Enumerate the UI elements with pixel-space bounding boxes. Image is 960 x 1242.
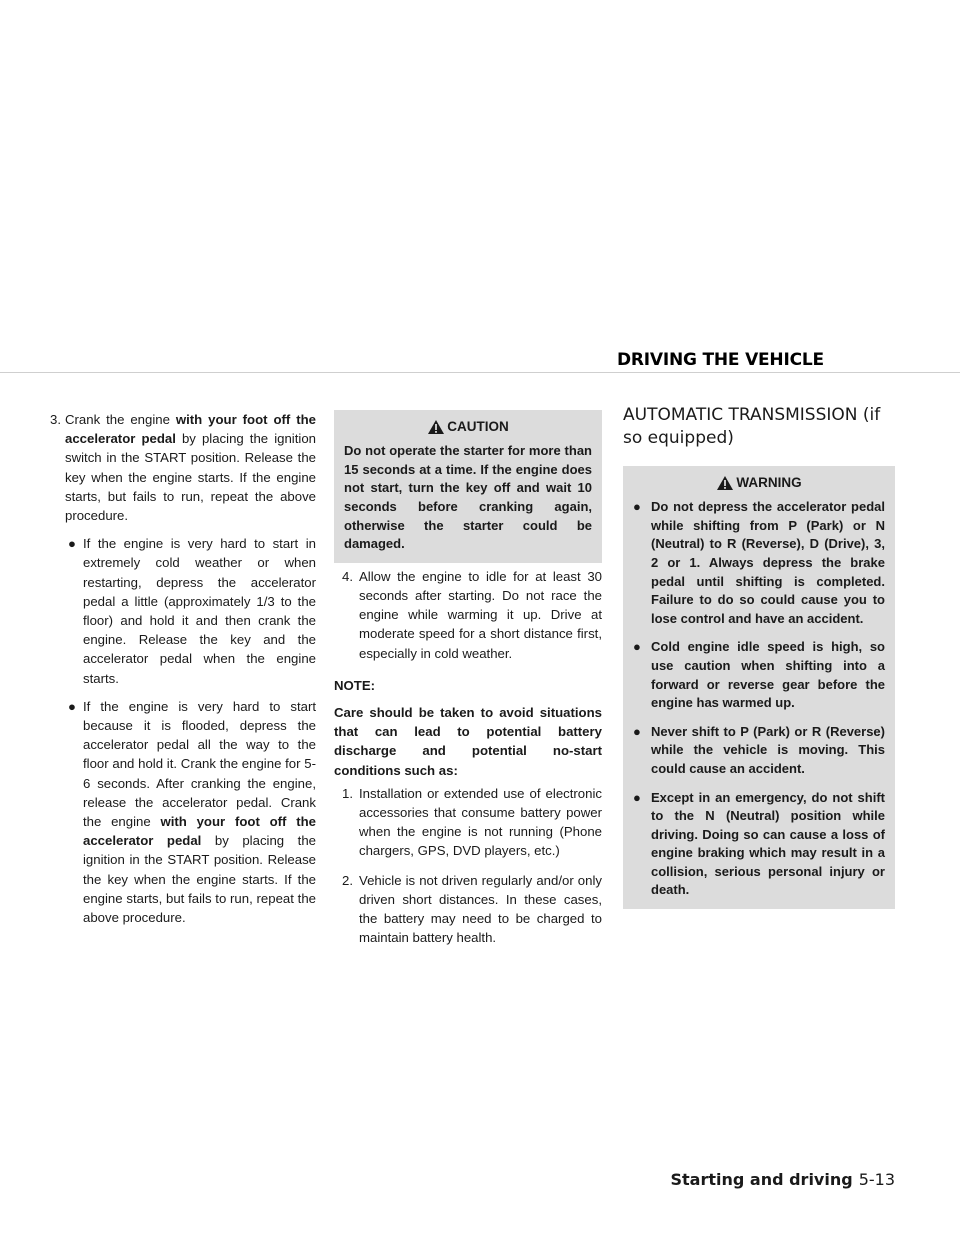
warning-text: Never shift to P (Park) or R (Reverse) while the vehicle is moving. This could cause an accident. [651,723,885,776]
column-left [50,410,316,927]
step-4 [342,567,602,663]
footer-section-name: Starting and driving [670,1170,853,1189]
list-number: 1. [342,785,353,801]
section-heading: AUTOMATIC TRANSMISSION (if so equipped) [623,405,881,448]
page-footer [670,1170,895,1189]
bullet-icon: ● [68,698,76,714]
warning-box [623,466,895,909]
step-text: Allow the engine to idle for at least 30 seconds after starting. Do not race the engine while warming it up. Drive at moderate speed for a short distance first, especially in cold weather. [359,568,602,661]
bullet-icon: ● [633,789,641,805]
list-text: Installation or extended use of electronic accessories that consume battery power when the engine is not running (Phone chargers, GPS, DVD players, etc.) [359,785,602,859]
bullet-icon: ● [633,639,641,655]
bullet-text: If the engine is very hard to start because it is flooded, depress the accelerator pedal all the way to the floor and hold it. Crank the engine for 5-6 seconds. After cranking the engine, release the accelerator pedal. Crank the engine [83,698,316,830]
bullet-icon: ● [633,499,641,515]
section-header: DRIVING THE VEHICLE [617,350,824,370]
bullet-icon: ● [68,536,76,552]
bullet-text: by placing the ignition in the START position. Release the key when the engine starts. If the engine starts, but fails to run, repeat the above procedure. [83,833,316,926]
note-item-1 [342,784,602,861]
column-right [623,404,895,909]
bullet-icon: ● [633,723,641,739]
step-number: 3. [50,412,61,427]
warning-header [633,473,885,492]
warning-item [633,498,885,628]
list-text: Vehicle is not driven regularly and/or only driven short distances. In these cases, the battery may need to be charged to maintain battery health. [359,872,602,946]
step-text: by placing the ignition switch in the START position. Release the key when the engine starts. If the engine starts, but fails to run, repeat the above procedure. [65,431,316,524]
caution-box [334,410,602,563]
warning-triangle-icon [427,419,445,435]
bullet-text: If the engine is very hard to start in extremely cold weather or when restarting, depress the accelerator pedal a little (approximately 1/3 to the floor) and hold it and then crank the engine. Release the key and the accelerator pedal when the engine starts. [83,536,316,686]
warning-item [633,789,885,901]
warning-text: Except in an emergency, do not shift to the N (Neutral) position while driving. Doing so can cause a loss of engine braking which may result in a collision, serious personal injury or death. [651,789,885,898]
top-rule [0,372,960,373]
step-emphasis: with your foot off the accelerator pedal [65,412,316,447]
page-number: 5-13 [858,1170,895,1189]
column-middle [334,410,602,947]
note-body: Care should be taken to avoid situations that can lead to potential battery discharge and potential no-start conditions such as: [334,704,602,778]
caution-header [344,417,592,436]
warning-triangle-icon [716,475,734,491]
warning-text: Cold engine idle speed is high, so use caution when shifting into a forward or reverse gear before the engine has warmed up. [651,639,885,711]
caution-title: CAUTION [447,419,509,434]
warning-text: Do not depress the accelerator pedal while shifting from P (Park) or N (Neutral) to R (Reverse), D (Drive), 3, 2 or 1. Always depress the brake pedal until shifting is completed. Failure to do so could cause you to lose control and have an accident. [651,499,885,626]
bullet-flooded [65,697,316,927]
warning-item [633,723,885,779]
warning-title: WARNING [736,475,802,490]
bullet-cold-weather [65,534,316,688]
step-3 [50,410,316,525]
list-number: 2. [342,872,353,888]
warning-item [633,638,885,712]
note-item-2 [342,871,602,948]
step-number: 4. [342,568,353,584]
caution-text: Do not operate the starter for more than 15 seconds at a time. If the engine does not start, turn the key off and wait 10 seconds before cranking again, otherwise the starter could be damaged. [344,443,592,552]
bullet-emphasis: with your foot off the accelerator pedal [83,814,316,849]
step-text: Crank the engine [65,412,176,427]
note-title: NOTE: [334,677,376,693]
